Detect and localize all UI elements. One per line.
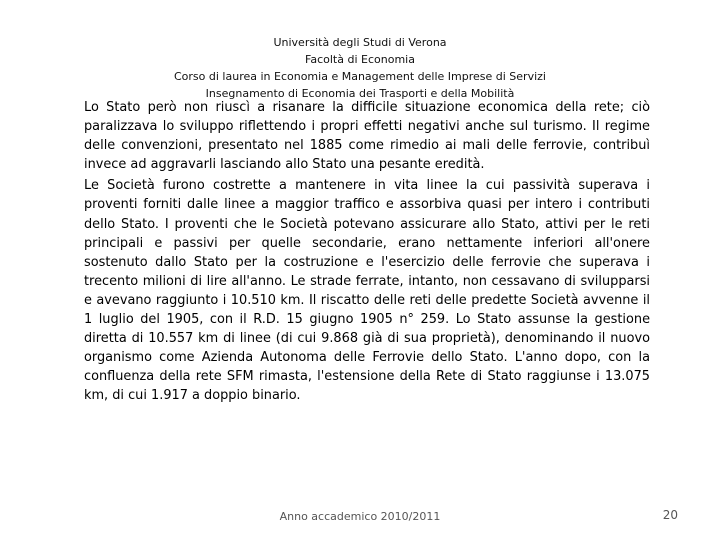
degree-course: Corso di laurea in Economia e Management delle Imprese di Servizi [174,70,546,83]
slide-header [0,34,720,102]
slide-body [84,98,650,406]
body-paragraph-1: Lo Stato però non riuscì a risanare la difficile situazione economica della rete; ciò paralizzava lo sviluppo riflettendo i propri effetti negativi anche sul turismo. Il regime delle convenzioni, presentato nel 1885 come rimedio ai mali delle ferrovie, contribuì invece ad aggravarli lasciando allo Stato una pesante eredità. [84,100,650,173]
course-title: Insegnamento di Economia dei Trasporti e della Mobilità [205,87,515,100]
faculty-name: Facoltà di Economia [305,53,415,66]
footer-academic-year: Anno accademico 2010/2011 [279,510,441,523]
university-name: Università degli Studi di Verona [273,36,447,49]
page-number: 20 [662,508,678,522]
body-paragraph-2: Le Società furono costrette a mantenere in vita linee la cui passività superava i proventi forniti dalle linee a maggior traffico e assorbiva quasi per intero i contributi dello Stato. I proventi che le Società potevano assicurare allo Stato, attivi per le reti principali e passivi per quelle secondarie, erano nettamente inferiori all'onere sostenuto dallo Stato per la costruzione e l'esercizio delle ferrovie che superava i trecento milioni di lire all'anno. Le strade ferrate, intanto, non cessavano di svilupparsi e avevano raggiunto i 10.510 km. Il riscatto delle reti delle predette Società avvenne il 1 luglio del 1905, con il R.D. 15 giugno 1905 n° 259. Lo Stato assunse la gestione diretta di 10.557 km di linee (di cui 9.868 già di sua proprietà), denominando il nuovo organismo come Azienda Autonoma delle Ferrovie dello Stato. L'anno dopo, con la confluenza della rete SFM rimasta, l'estensione della Rete di Stato raggiunse i 13.075 km, di cui 1.917 a doppio binario. [84,178,650,404]
